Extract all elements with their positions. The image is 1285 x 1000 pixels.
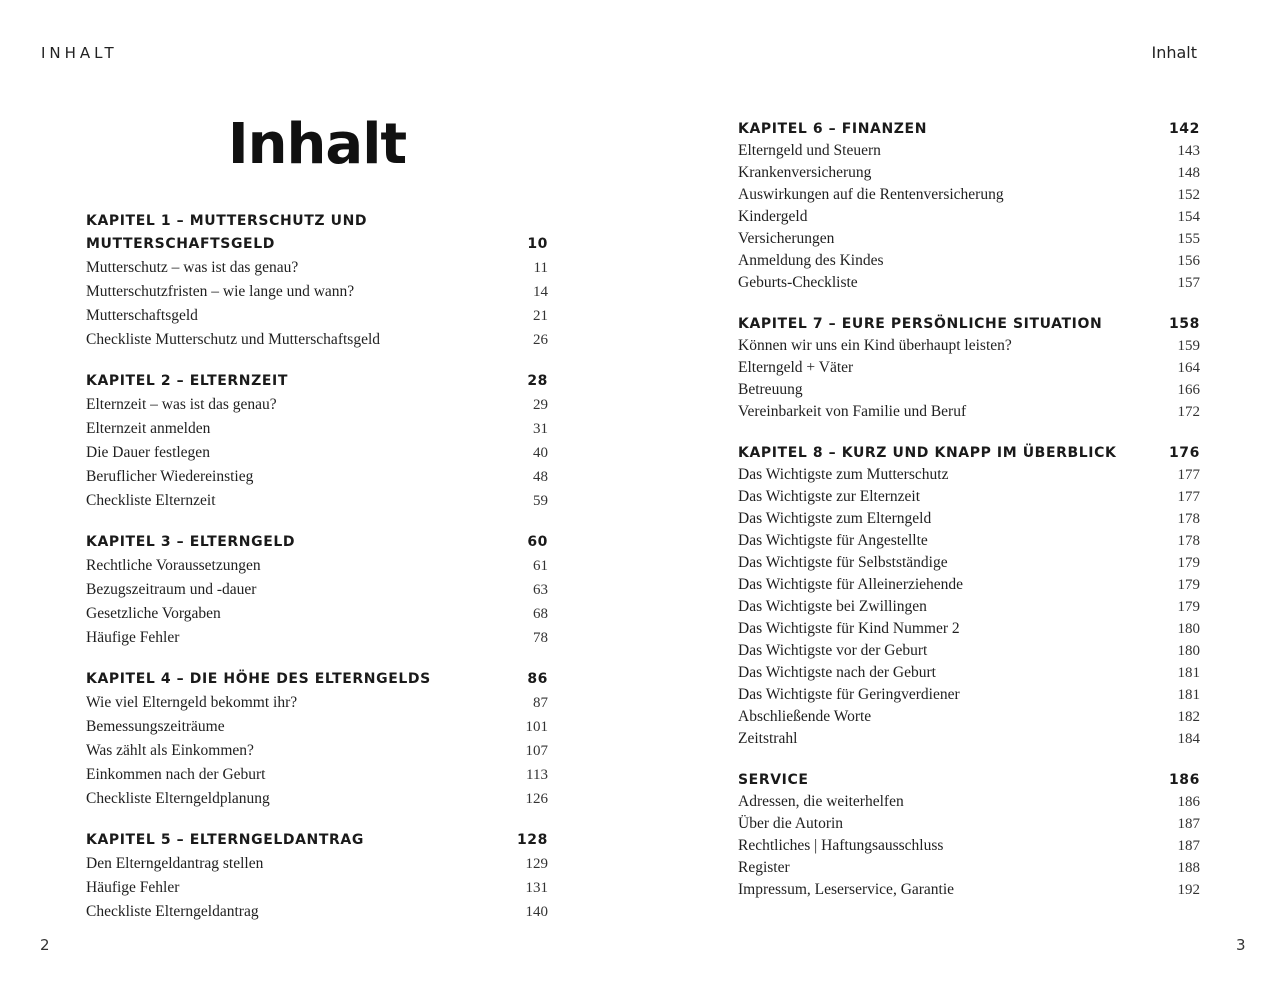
- toc-entry-label: Was zählt als Einkommen?: [86, 742, 254, 759]
- toc-entry-label: Wie viel Elterngeld bekommt ihr?: [86, 694, 298, 711]
- toc-entry-page-number: 187: [1177, 838, 1200, 854]
- toc-entry[interactable]: [86, 852, 548, 876]
- toc-entry[interactable]: [738, 706, 1200, 728]
- toc-entry-page-number: 107: [525, 743, 548, 759]
- toc-entry-label: Das Wichtigste für Kind Nummer 2: [738, 620, 960, 637]
- toc-entry-page-number: 181: [1177, 687, 1200, 703]
- toc-entry-label: Einkommen nach der Geburt: [86, 766, 266, 783]
- toc-entry-label: Das Wichtigste für Geringverdiener: [738, 686, 960, 703]
- toc-chapter: [86, 370, 548, 513]
- toc-entry[interactable]: [86, 393, 548, 417]
- toc-entry-label: Auswirkungen auf die Rentenversicherung: [738, 186, 1004, 203]
- toc-chapter: [738, 769, 1200, 901]
- toc-entry-label: Das Wichtigste für Angestellte: [738, 532, 928, 549]
- toc-entry-page-number: 78: [533, 630, 548, 646]
- toc-entry-page-number: 129: [525, 856, 548, 872]
- toc-entry-label: Abschließende Worte: [738, 708, 872, 725]
- toc-entry[interactable]: [86, 602, 548, 626]
- toc-entry-page-number: 177: [1177, 489, 1200, 505]
- toc-entry[interactable]: [738, 835, 1200, 857]
- toc-entry[interactable]: [738, 508, 1200, 530]
- toc-chapter: [738, 442, 1200, 750]
- toc-entry[interactable]: [86, 578, 548, 602]
- toc-entry-label: Können wir uns ein Kind überhaupt leisten?: [738, 337, 1012, 354]
- toc-entry-page-number: 180: [1177, 621, 1200, 637]
- toc-entry[interactable]: [86, 626, 548, 650]
- toc-entry-label: Checkliste Mutterschutz und Mutterschaftsgeld: [86, 331, 381, 348]
- chapter-heading[interactable]: [86, 829, 548, 852]
- toc-entry-label: Checkliste Elterngeldantrag: [86, 903, 259, 920]
- toc-entry-label: Häufige Fehler: [86, 629, 180, 646]
- chapter-heading[interactable]: [86, 210, 548, 256]
- toc-entry[interactable]: [738, 684, 1200, 706]
- toc-entry[interactable]: [738, 574, 1200, 596]
- toc-entry[interactable]: [86, 876, 548, 900]
- toc-entry[interactable]: [738, 791, 1200, 813]
- toc-entry-page-number: 179: [1177, 577, 1200, 593]
- toc-entry-page-number: 148: [1177, 165, 1200, 181]
- chapter-page-number: 86: [527, 671, 548, 687]
- toc-entry[interactable]: [738, 228, 1200, 250]
- chapter-title: KAPITEL 8 – KURZ UND KNAPP IM ÜBERBLICK: [738, 445, 1117, 461]
- chapter-heading[interactable]: [738, 442, 1200, 464]
- chapter-heading[interactable]: [738, 118, 1200, 140]
- toc-entry-label: Über die Autorin: [738, 815, 844, 832]
- chapter-heading[interactable]: [86, 668, 548, 691]
- running-head-left: INHALT: [41, 44, 118, 62]
- toc-entry-label: Vereinbarkeit von Familie und Beruf: [738, 403, 967, 420]
- page-title: Inhalt: [227, 112, 407, 177]
- toc-entry-page-number: 11: [533, 260, 548, 276]
- toc-entry-label: Checkliste Elterngeldplanung: [86, 790, 270, 807]
- toc-entry-label: Beruflicher Wiedereinstieg: [86, 468, 254, 485]
- toc-entry[interactable]: [738, 530, 1200, 552]
- toc-entry-label: Register: [738, 859, 790, 876]
- toc-chapter: [86, 668, 548, 811]
- chapter-title: KAPITEL 7 – EURE PERSÖNLICHE SITUATION: [738, 316, 1103, 332]
- toc-chapter: [738, 313, 1200, 423]
- toc-entry-label: Mutterschutz – was ist das genau?: [86, 259, 299, 276]
- toc-entry-page-number: 186: [1177, 794, 1200, 810]
- toc-entry[interactable]: [738, 552, 1200, 574]
- toc-entry-page-number: 48: [533, 469, 548, 485]
- toc-entry-label: Mutterschaftsgeld: [86, 307, 198, 324]
- toc-entry-label: Das Wichtigste nach der Geburt: [738, 664, 936, 681]
- toc-entry[interactable]: [738, 357, 1200, 379]
- toc-entry[interactable]: [86, 465, 548, 489]
- toc-entry-page-number: 152: [1177, 187, 1200, 203]
- toc-entry-label: Elterngeld und Steuern: [738, 142, 881, 159]
- toc-entry-label: Häufige Fehler: [86, 879, 180, 896]
- toc-entry-page-number: 164: [1177, 360, 1200, 376]
- toc-chapter: [738, 118, 1200, 294]
- toc-entry-label: Das Wichtigste bei Zwillingen: [738, 598, 927, 615]
- chapter-title: KAPITEL 3 – ELTERNGELD: [86, 534, 296, 550]
- chapter-title: SERVICE: [738, 772, 809, 788]
- toc-entry-page-number: 26: [533, 332, 548, 348]
- toc-entry-label: Elternzeit – was ist das genau?: [86, 396, 277, 413]
- toc-entry-label: Rechtliche Voraussetzungen: [86, 557, 261, 574]
- toc-entry-page-number: 143: [1177, 143, 1200, 159]
- page-number-left: 2: [40, 936, 50, 954]
- toc-entry[interactable]: [738, 857, 1200, 879]
- toc-entry-page-number: 40: [533, 445, 548, 461]
- toc-entry-page-number: 59: [533, 493, 548, 509]
- toc-entry-label: Bezugszeitraum und -dauer: [86, 581, 257, 598]
- toc-entry[interactable]: [738, 618, 1200, 640]
- toc-entry[interactable]: [738, 640, 1200, 662]
- toc-entry-label: Kindergeld: [738, 208, 808, 225]
- toc-entry-label: Das Wichtigste vor der Geburt: [738, 642, 928, 659]
- toc-entry-page-number: 87: [533, 695, 548, 711]
- toc-entry-page-number: 63: [533, 582, 548, 598]
- chapter-title: KAPITEL 5 – ELTERNGELDANTRAG: [86, 832, 364, 848]
- toc-entry[interactable]: [86, 256, 548, 280]
- toc-entry[interactable]: [86, 900, 548, 924]
- toc-entry[interactable]: [86, 691, 548, 715]
- toc-entry-page-number: 68: [533, 606, 548, 622]
- toc-entry[interactable]: [738, 401, 1200, 423]
- chapter-heading[interactable]: [738, 769, 1200, 791]
- toc-entry[interactable]: [738, 879, 1200, 901]
- toc-entry[interactable]: [738, 162, 1200, 184]
- toc-entry-page-number: 156: [1177, 253, 1200, 269]
- toc-entry-label: Elterngeld + Väter: [738, 359, 854, 376]
- toc-entry[interactable]: [86, 763, 548, 787]
- toc-entry[interactable]: [738, 464, 1200, 486]
- toc-entry-page-number: 155: [1177, 231, 1200, 247]
- toc-entry[interactable]: [738, 272, 1200, 294]
- toc-entry-page-number: 172: [1177, 404, 1200, 420]
- toc-entry-page-number: 188: [1177, 860, 1200, 876]
- toc-entry-page-number: 31: [533, 421, 548, 437]
- toc-entry-page-number: 180: [1177, 643, 1200, 659]
- toc-entry[interactable]: [738, 250, 1200, 272]
- toc-entry[interactable]: [738, 184, 1200, 206]
- toc-entry[interactable]: [86, 489, 548, 513]
- page-number-right: 3: [1236, 936, 1246, 954]
- toc-entry[interactable]: [738, 486, 1200, 508]
- chapter-page-number: 10: [527, 236, 548, 252]
- toc-chapter: [86, 829, 548, 924]
- toc-entry-page-number: 179: [1177, 555, 1200, 571]
- toc-entry-label: Betreuung: [738, 381, 803, 398]
- toc-entry-page-number: 177: [1177, 467, 1200, 483]
- toc-entry[interactable]: [86, 787, 548, 811]
- chapter-page-number: 186: [1168, 772, 1200, 788]
- toc-entry-label: Zeitstrahl: [738, 730, 798, 747]
- toc-entry-label: Das Wichtigste für Alleinerziehende: [738, 576, 964, 593]
- chapter-heading[interactable]: [86, 531, 548, 554]
- toc-entry-page-number: 181: [1177, 665, 1200, 681]
- toc-entry-label: Das Wichtigste zur Elternzeit: [738, 488, 921, 505]
- toc-entry-page-number: 187: [1177, 816, 1200, 832]
- toc-left-column: [86, 210, 548, 942]
- toc-entry-label: Versicherungen: [738, 230, 835, 247]
- toc-entry-page-number: 14: [533, 284, 548, 300]
- toc-entry-page-number: 159: [1177, 338, 1200, 354]
- toc-entry-page-number: 192: [1177, 882, 1200, 898]
- toc-entry[interactable]: [86, 280, 548, 304]
- running-head-right: Inhalt: [1151, 43, 1197, 62]
- toc-entry[interactable]: [738, 596, 1200, 618]
- toc-entry-page-number: 179: [1177, 599, 1200, 615]
- toc-entry[interactable]: [738, 206, 1200, 228]
- toc-entry-label: Krankenversicherung: [738, 164, 872, 181]
- chapter-page-number: 158: [1168, 316, 1200, 332]
- toc-chapter: [86, 210, 548, 352]
- toc-entry-label: Das Wichtigste für Selbstständige: [738, 554, 948, 571]
- toc-entry-label: Gesetzliche Vorgaben: [86, 605, 221, 622]
- toc-entry-label: Elternzeit anmelden: [86, 420, 211, 437]
- toc-entry-label: Bemessungszeiträume: [86, 718, 225, 735]
- toc-entry[interactable]: [738, 140, 1200, 162]
- chapter-page-number: 128: [516, 832, 548, 848]
- toc-entry[interactable]: [86, 554, 548, 578]
- toc-entry-label: Checkliste Elternzeit: [86, 492, 216, 509]
- chapter-title: KAPITEL 6 – FINANZEN: [738, 121, 928, 137]
- toc-entry-page-number: 178: [1177, 533, 1200, 549]
- chapter-heading[interactable]: [738, 313, 1200, 335]
- chapter-title: KAPITEL 4 – DIE HÖHE DES ELTERNGELDS: [86, 671, 431, 687]
- toc-entry-page-number: 101: [525, 719, 548, 735]
- toc-entry-label: Impressum, Leserservice, Garantie: [738, 881, 955, 898]
- chapter-page-number: 176: [1168, 445, 1200, 461]
- toc-right-column: [738, 118, 1200, 920]
- toc-entry-page-number: 113: [526, 767, 548, 783]
- toc-entry-label: Das Wichtigste zum Elterngeld: [738, 510, 932, 527]
- toc-entry-page-number: 182: [1177, 709, 1200, 725]
- chapter-title: KAPITEL 1 – MUTTERSCHUTZ UND MUTTERSCHAFTSGELD: [86, 213, 368, 252]
- chapter-heading[interactable]: [86, 370, 548, 393]
- toc-chapter: [86, 531, 548, 650]
- toc-entry-page-number: 178: [1177, 511, 1200, 527]
- toc-entry[interactable]: [86, 739, 548, 763]
- toc-entry-label: Den Elterngeldantrag stellen: [86, 855, 264, 872]
- chapter-title: KAPITEL 2 – ELTERNZEIT: [86, 373, 289, 389]
- toc-entry-page-number: 131: [525, 880, 548, 896]
- toc-entry[interactable]: [738, 728, 1200, 750]
- toc-entry-page-number: 166: [1177, 382, 1200, 398]
- toc-entry[interactable]: [738, 662, 1200, 684]
- toc-entry-page-number: 154: [1177, 209, 1200, 225]
- toc-entry-page-number: 21: [533, 308, 548, 324]
- toc-entry-label: Rechtliches | Haftungsausschluss: [738, 837, 944, 854]
- toc-entry[interactable]: [86, 328, 548, 352]
- toc-entry-page-number: 140: [525, 904, 548, 920]
- toc-entry[interactable]: [738, 813, 1200, 835]
- toc-entry-page-number: 29: [533, 397, 548, 413]
- toc-entry-label: Das Wichtigste zum Mutterschutz: [738, 466, 949, 483]
- toc-entry-page-number: 126: [525, 791, 548, 807]
- toc-entry-label: Mutterschutzfristen – wie lange und wann?: [86, 283, 355, 300]
- chapter-page-number: 28: [527, 373, 548, 389]
- toc-entry-label: Die Dauer festlegen: [86, 444, 210, 461]
- toc-entry-page-number: 184: [1177, 731, 1200, 747]
- toc-entry[interactable]: [86, 304, 548, 328]
- toc-entry-page-number: 61: [533, 558, 548, 574]
- toc-entry[interactable]: [738, 379, 1200, 401]
- toc-entry-label: Anmeldung des Kindes: [738, 252, 884, 269]
- chapter-page-number: 142: [1168, 121, 1200, 137]
- toc-entry[interactable]: [86, 715, 548, 739]
- toc-entry[interactable]: [86, 417, 548, 441]
- toc-entry[interactable]: [86, 441, 548, 465]
- toc-entry-page-number: 157: [1177, 275, 1200, 291]
- toc-entry-label: Geburts-Checkliste: [738, 274, 858, 291]
- chapter-page-number: 60: [527, 534, 548, 550]
- toc-entry-label: Adressen, die weiterhelfen: [738, 793, 904, 810]
- toc-entry[interactable]: [738, 335, 1200, 357]
